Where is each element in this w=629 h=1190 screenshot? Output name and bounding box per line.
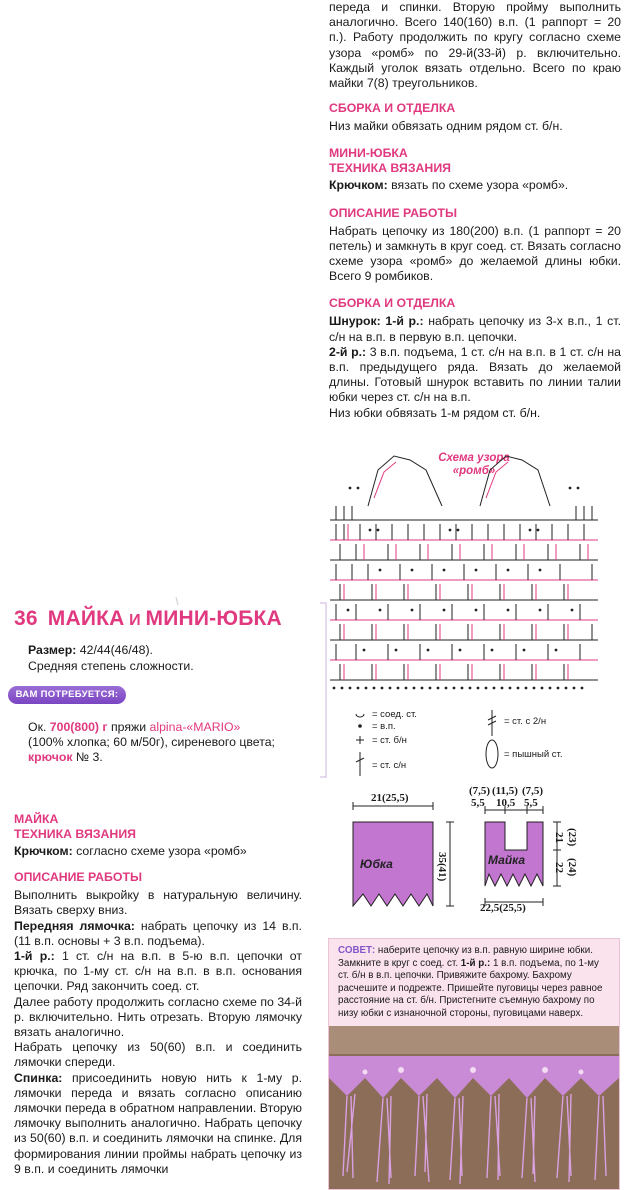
top-w3b-label: 5,5 bbox=[524, 797, 538, 809]
heading-skirt: МИНИ-ЮБКА bbox=[329, 146, 408, 161]
top-h2-label: 22 bbox=[553, 862, 565, 873]
heading-skirt-description: ОПИСАНИЕ РАБОТЫ bbox=[329, 205, 457, 220]
paragraph-top-hook: Крючком: согласно схеме узора «ромб» bbox=[14, 844, 247, 858]
paragraph-back: Спинка: присоединить новую нить к 1-му р. лямочки переда и вязать согласно описанию лямочки переда в обратном направлении. Вторую лямочку выполнить аналогично. Набрать цепочку из 50(60) в.п. и соединить лямочки на спинке. Для формирования линии проймы набрать цепочку из 9 в.п. и соединить лямочки bbox=[14, 1070, 302, 1176]
skirt-width-label: 21(25,5) bbox=[371, 792, 409, 804]
heading-assembly-skirt: СБОРКА И ОТДЕЛКА bbox=[329, 296, 456, 311]
heading-top: МАЙКА bbox=[14, 812, 59, 826]
size-line: Размер: 42/44(46/48). bbox=[28, 643, 153, 657]
paragraph-cord: Шнурок: 1-й р.: набрать цепочку из 3-х в.п., 1 ст. с/н на в.п. в первую в.п. цепочки. bbox=[329, 314, 621, 344]
legend-item-treble: = ст. с 2/н bbox=[504, 716, 547, 727]
skirt-height-label: 35(41) bbox=[436, 852, 448, 882]
top-h1-label: 21 bbox=[553, 832, 565, 843]
materials-badge: ВАМ ПОТРЕБУЕТСЯ: bbox=[8, 686, 126, 704]
top-bottom-label: 22,5(25,5) bbox=[480, 902, 526, 914]
legend-item-double-crochet: = ст. с/н bbox=[372, 760, 407, 771]
fringe-photo bbox=[329, 1026, 619, 1189]
project-title: 36 МАЙКА И МИНИ-ЮБКА bbox=[14, 607, 282, 630]
paragraph-row2: 2-й р.: 3 в.п. подъема, 1 ст. с/н на в.п. в 1 ст. с/н на в.п. предыдущего ряда. Вязать до желаемой длины. Готовый шнурок вставить по линии талии юбки через ст. с/н на в.п. bbox=[329, 344, 621, 405]
top-h2b-label: (24) bbox=[566, 858, 578, 877]
paragraph-front-strap: Передняя лямочка: набрать цепочку из 14 в.п. (11 в.п. основы + 3 в.п. подъема). bbox=[14, 918, 302, 948]
paragraph-continue: Далее работу продолжить согласно схеме по 34-й р. включительно. Нить отрезать. Вторую лямочку вязать аналогично. bbox=[14, 994, 302, 1040]
crochet-scheme-diagram bbox=[330, 448, 600, 693]
paragraph-skirt-edge: Низ юбки обвязать 1-м рядом ст. б/н. bbox=[329, 405, 541, 420]
heading-top-technique: ТЕХНИКА ВЯЗАНИЯ bbox=[14, 827, 136, 841]
stitch-legend bbox=[350, 710, 610, 780]
paragraph-row1: 1-й р.: 1 ст. с/н на в.п. в 5-ю в.п. цепочки от крючка, по 1-му ст. с/н на в.п. в в.п. основания цепочки. Ряд закончить соед. ст. bbox=[14, 949, 303, 994]
pattern-schematic bbox=[345, 790, 595, 920]
heading-top-description: ОПИСАНИЕ РАБОТЫ bbox=[14, 870, 142, 885]
materials-text: Ок. 700(800) г пряжи alpina-«MARIO» (100% хлопка; 60 м/50г), сиреневого цвета; крючок № 3. bbox=[28, 720, 275, 765]
top-w1-label: (7,5) bbox=[469, 785, 491, 797]
legend-item-chain: = в.п. bbox=[372, 721, 396, 732]
tip-text: СОВЕТ: наберите цепочку из в.п. равную ширине юбки. Замкните в круг с соед. ст. 1-й р.: 1 в.п. подъема, по 1-му ст. б/н в в.п. цепочки. Привяжите бахрому. Бахрому расчешите и подрежте. Пришейте пуговицы через равное расстояние на ст. б/н. Пристегните съемную бахрому по низу юбки с изнаночной стороны, пуговицами наверх. bbox=[338, 945, 603, 1019]
top-h1b-label: (23) bbox=[566, 828, 578, 847]
paragraph-chain: Набрать цепочку из 50(60) в.п. и соединить лямочки спереди. bbox=[14, 1040, 302, 1070]
paragraph-pattern: Выполнить выкройку в натуральную величину. Вязать сверху вниз. bbox=[14, 888, 302, 918]
difficulty-line: Средняя степень сложности. bbox=[28, 659, 194, 673]
top-w2-label: (11,5) bbox=[492, 785, 518, 797]
right-column bbox=[329, 0, 621, 421]
top-w1b-label: 5,5 bbox=[471, 797, 485, 809]
scheme-title: Схема узора «ромб» bbox=[438, 452, 510, 477]
legend-item-puff-stitch: = пышный ст. bbox=[504, 749, 563, 760]
paragraph-assembly-top: Низ майки обвязать одним рядом ст. б/н. bbox=[329, 119, 563, 134]
paragraph-skirt-description: Набрать цепочку из 180(200) в.п. (1 раппорт = 20 петель) и замкнуть в круг соед. ст. Вязать согласно схеме узора «ромб» до желаемой длины юбки. Всего 9 ромбиков. bbox=[329, 223, 621, 284]
top-w2b-label: 10,5 bbox=[496, 797, 516, 809]
heading-assembly-top: СБОРКА И ОТДЕЛКА bbox=[329, 101, 456, 116]
paragraph-continuation: переда и спинки. Вторую пройму выполнить аналогично. Всего 140(160) в.п. (1 раппорт = 20 п.). Работу продолжить по кругу согласно схеме узора «ромб» по 29-й(33-й) р. включительно. Каждый уголок вязать отдельно. Всего по краю майки 7(8) треугольников. bbox=[329, 0, 621, 91]
top-w3-label: (7,5) bbox=[522, 785, 544, 797]
heading-skirt-technique: ТЕХНИКА ВЯЗАНИЯ bbox=[329, 161, 451, 176]
top-piece-label: Майка bbox=[488, 853, 526, 867]
tip-box bbox=[328, 938, 620, 1190]
legend-item-single-crochet: = ст. б/н bbox=[372, 735, 407, 746]
legend-item-slip-stitch: = соед. ст. bbox=[372, 709, 417, 720]
paragraph-skirt-hook: Крючком: вязать по схеме узора «ромб». bbox=[329, 178, 569, 193]
left-column bbox=[14, 812, 302, 1177]
skirt-piece-label: Юбка bbox=[360, 857, 393, 871]
